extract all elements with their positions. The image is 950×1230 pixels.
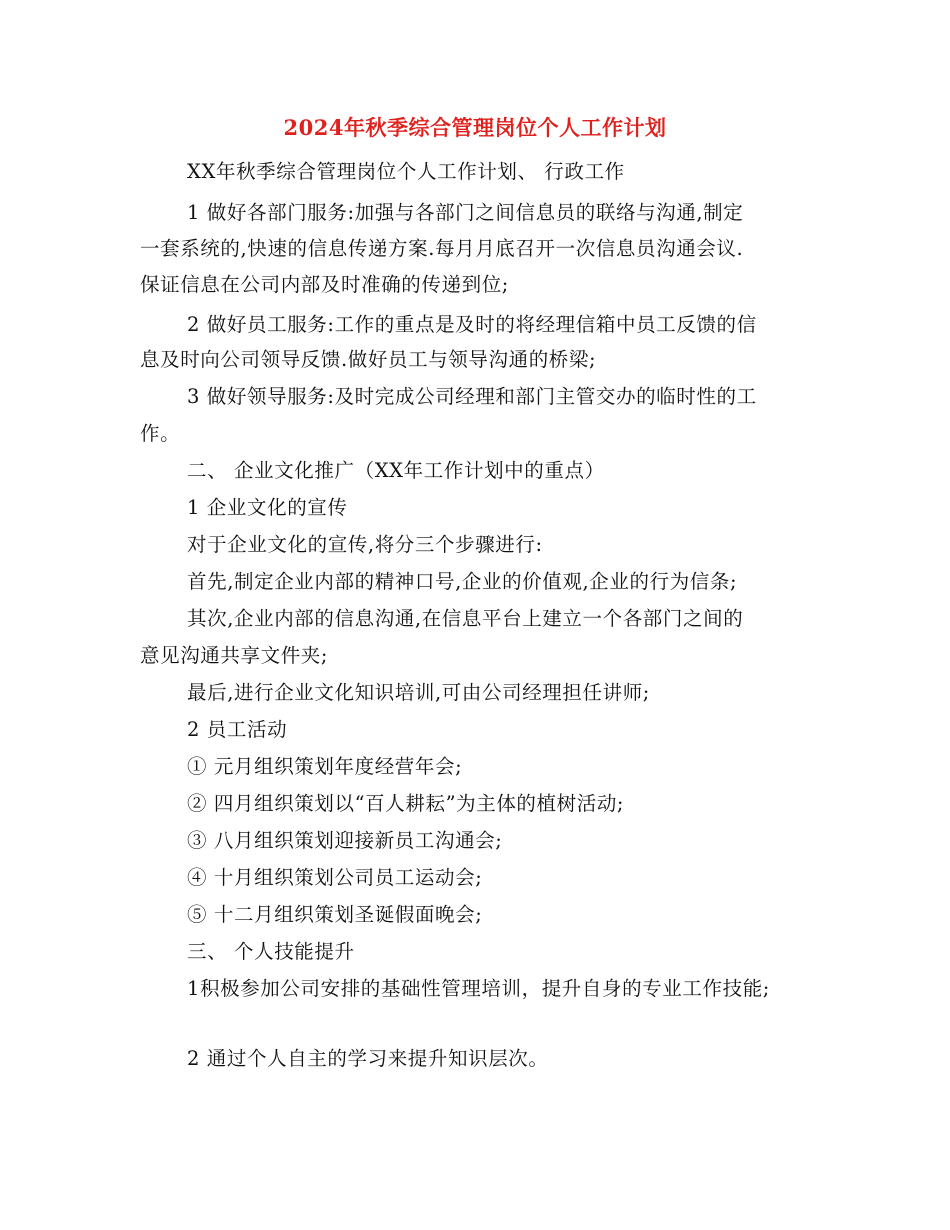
- paragraph-line: 1积极参加公司安排的基础性管理培训，提升自身的专业工作技能;: [187, 977, 770, 1000]
- paragraph-line: 作。: [140, 422, 181, 445]
- paragraph-line: 1 做好各部门服务:加强与各部门之间信息员的联络与沟通,制定: [187, 201, 744, 224]
- list-item: ① 元月组织策划年度经营年会;: [187, 755, 463, 778]
- paragraph-line: 对于企业文化的宣传,将分三个步骤进行:: [187, 533, 543, 556]
- paragraph-line: 2 做好员工服务:工作的重点是及时的将经理信箱中员工反馈的信: [187, 313, 757, 336]
- paragraph-line: 首先,制定企业内部的精神口号,企业的价值观,企业的行为信条;: [187, 570, 738, 593]
- subsection-heading: 2 员工活动: [187, 718, 288, 741]
- paragraph-line: 其次,企业内部的信息沟通,在信息平台上建立一个各部门之间的: [187, 607, 744, 630]
- list-item: ③ 八月组织策划迎接新员工沟通会;: [187, 829, 503, 852]
- paragraph-line: XX年秋季综合管理岗位个人工作计划、 行政工作: [187, 160, 625, 183]
- paragraph-line: 2 通过个人自主的学习来提升知识层次。: [187, 1047, 549, 1070]
- paragraph-line: 3 做好领导服务:及时完成公司经理和部门主管交办的临时性的工: [187, 385, 757, 408]
- paragraph-line: 一套系统的,快速的信息传递方案.每月月底召开一次信息员沟通会议.: [140, 237, 744, 260]
- section-heading: 三、 个人技能提升: [187, 940, 355, 963]
- subsection-heading: 1 企业文化的宣传: [187, 496, 348, 519]
- document-title: 2024年秋季综合管理岗位个人工作计划: [283, 115, 667, 140]
- list-item: ② 四月组织策划以“百人耕耘”为主体的植树活动;: [187, 792, 625, 815]
- paragraph-line: 最后,进行企业文化知识培训,可由公司经理担任讲师;: [187, 681, 650, 704]
- list-item: ④ 十月组织策划公司员工运动会;: [187, 866, 483, 889]
- list-item: ⑤ 十二月组织策划圣诞假面晚会;: [187, 903, 483, 926]
- paragraph-line: 意见沟通共享文件夹;: [140, 644, 329, 667]
- section-heading: 二、 企业文化推广（XX年工作计划中的重点）: [187, 459, 605, 482]
- paragraph-line: 息及时向公司领导反馈.做好员工与领导沟通的桥梁;: [140, 348, 597, 371]
- paragraph-line: 保证信息在公司内部及时准确的传递到位;: [140, 273, 509, 296]
